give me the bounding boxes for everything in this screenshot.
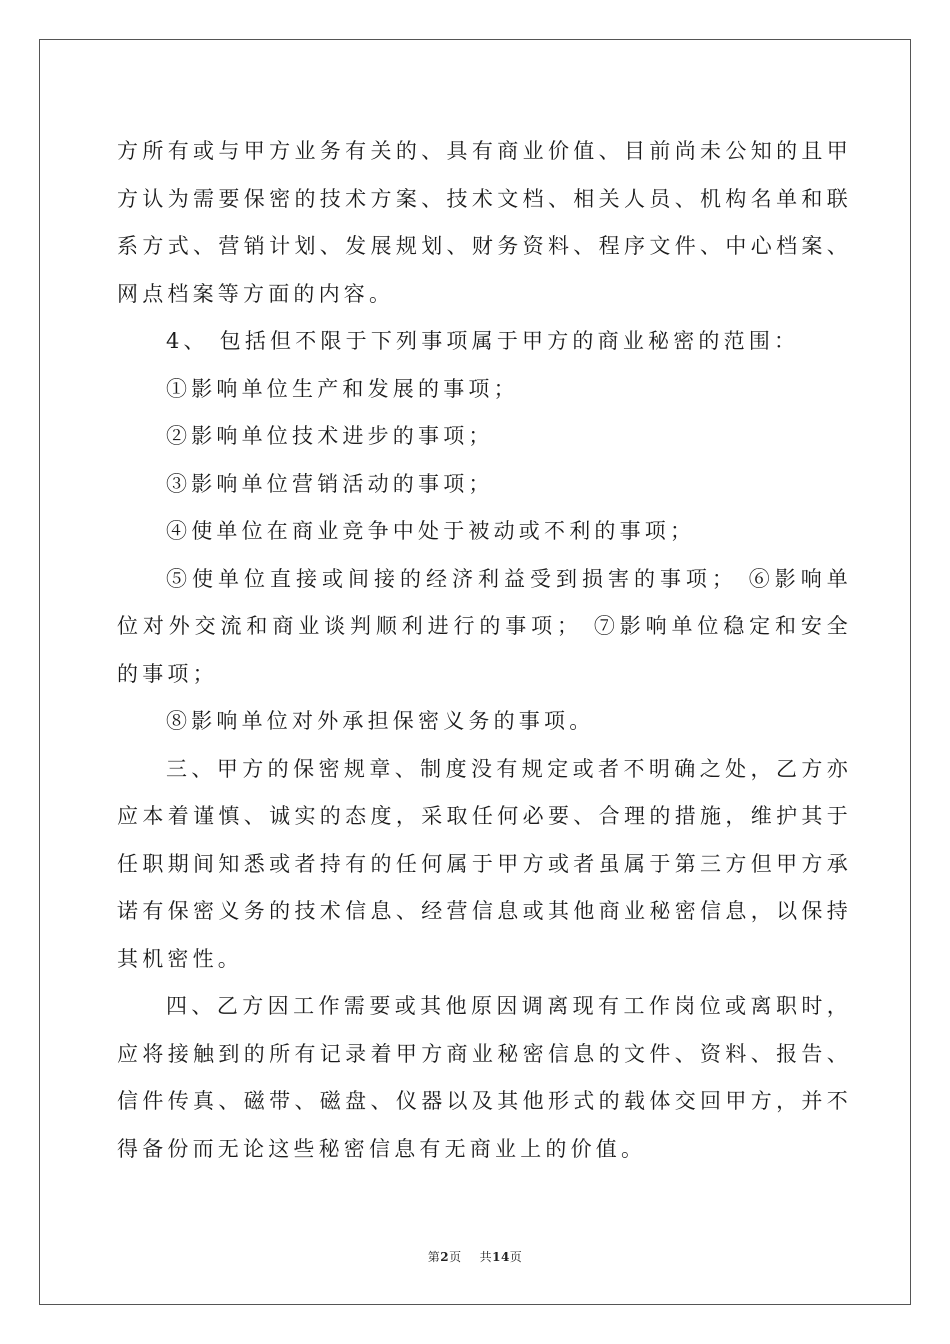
- footer-total-suffix: 页: [509, 1250, 523, 1264]
- paragraph-2: 4、 包括但不限于下列事项属于甲方的商业秘密的范围：: [166, 329, 800, 353]
- paragraph-9: 三、甲方的保密规章、制度没有规定或者不明确之处，乙方亦应本着谨慎、诚实的态度，采取任何必要、合理的措施，维护其于任职期间知悉或者持有的任何属于甲方或者虽属于第三方但甲方承诺有保密义务的技术信息、经营信息或其他商业秘密信息，以保持其机密性。: [117, 756, 852, 971]
- footer-total-prefix: 共: [479, 1250, 493, 1264]
- paragraph-3: ①影响单位生产和发展的事项；: [166, 376, 519, 401]
- page-footer: [0, 1248, 950, 1265]
- footer-page-suffix: 页: [449, 1250, 462, 1264]
- paragraph-4: ②影响单位技术进步的事项；: [166, 424, 494, 448]
- paragraph-6: ④使单位在商业竞争中处于被动或不利的事项；: [166, 519, 696, 543]
- footer-prefix: 第: [427, 1250, 441, 1264]
- footer-total-pages: 14: [492, 1250, 510, 1264]
- paragraph-8: ⑧影响单位对外承担保密义务的事项。: [166, 709, 595, 733]
- paragraph-10: 四、乙方因工作需要或其他原因调离现有工作岗位或离职时，应将接触到的所有记录着甲方商业秘密信息的文件、资料、报告、信件传真、磁带、磁盘、仪器以及其他形式的载体交回甲方，并不得备份而无论这些秘密信息有无商业上的价值。: [117, 994, 852, 1161]
- document-body: [117, 128, 852, 1173]
- paragraph-1: 方所有或与甲方业务有关的、具有商业价值、目前尚未公知的且甲方认为需要保密的技术方案、技术文档、相关人员、机构名单和联系方式、营销计划、发展规划、财务资料、程序文件、中心档案、网点档案等方面的内容。: [117, 139, 852, 306]
- paragraph-7: ⑤使单位直接或间接的经济利益受到损害的事项； ⑥影响单位对外交流和商业谈判顺利进行的事项； ⑦影响单位稳定和安全的事项；: [117, 566, 852, 686]
- footer-page-number: 2: [440, 1250, 450, 1264]
- paragraph-5: ③影响单位营销活动的事项；: [166, 471, 494, 496]
